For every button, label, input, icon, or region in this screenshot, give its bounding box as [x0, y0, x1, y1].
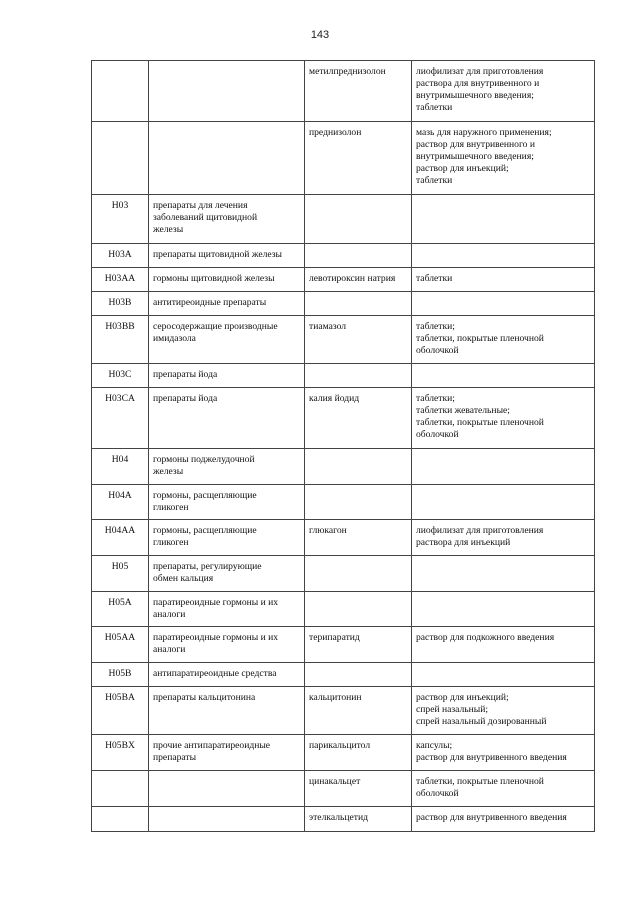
drug-name-cell: цинакальцет — [305, 771, 412, 807]
group-name-cell: паратиреоидные гормоны и их аналоги — [149, 627, 305, 663]
atc-code-cell — [92, 61, 149, 122]
dosage-form-cell: капсулы; раствор для внутривенного введения — [412, 735, 595, 771]
drug-name-cell — [305, 663, 412, 687]
drug-name-cell: калия йодид — [305, 388, 412, 449]
table-row — [92, 520, 595, 556]
dosage-form-cell — [412, 195, 595, 244]
atc-code-cell: H03CA — [92, 388, 149, 449]
dosage-form-cell — [412, 449, 595, 485]
table-row — [92, 316, 595, 364]
group-name-cell: препараты, регулирующие обмен кальция — [149, 556, 305, 592]
table-row — [92, 735, 595, 771]
group-name-cell — [149, 807, 305, 832]
drug-name-cell — [305, 292, 412, 316]
atc-code-cell: H03B — [92, 292, 149, 316]
dosage-form-cell: лиофилизат для приготовления раствора для внутривенного и внутримышечного введения; таблетки — [412, 61, 595, 122]
dosage-form-cell — [412, 244, 595, 268]
table-row — [92, 592, 595, 627]
drug-name-cell — [305, 364, 412, 388]
group-name-cell: гормоны, расщепляющие гликоген — [149, 485, 305, 520]
table-row — [92, 663, 595, 687]
atc-code-cell: H05B — [92, 663, 149, 687]
group-name-cell: гормоны поджелудочной железы — [149, 449, 305, 485]
drug-name-cell: терипаратид — [305, 627, 412, 663]
group-name-cell — [149, 771, 305, 807]
atc-code-cell: H04AA — [92, 520, 149, 556]
table-row — [92, 627, 595, 663]
table-row — [92, 556, 595, 592]
drug-name-cell — [305, 592, 412, 627]
group-name-cell: паратиреоидные гормоны и их аналоги — [149, 592, 305, 627]
dosage-form-cell — [412, 364, 595, 388]
dosage-form-cell: таблетки, покрытые пленочной оболочкой — [412, 771, 595, 807]
table-row — [92, 122, 595, 195]
page-number: 143 — [310, 29, 330, 41]
dosage-form-cell: раствор для подкожного введения — [412, 627, 595, 663]
dosage-form-cell: таблетки; таблетки жевательные; таблетки, покрытые пленочной оболочкой — [412, 388, 595, 449]
dosage-form-cell — [412, 556, 595, 592]
table-row — [92, 268, 595, 292]
group-name-cell: гормоны, расщепляющие гликоген — [149, 520, 305, 556]
atc-code-cell: H05A — [92, 592, 149, 627]
atc-code-cell: H04A — [92, 485, 149, 520]
atc-code-cell: H03AA — [92, 268, 149, 292]
drug-name-cell — [305, 195, 412, 244]
drug-name-cell: парикальцитол — [305, 735, 412, 771]
dosage-form-cell — [412, 292, 595, 316]
drug-name-cell: тиамазол — [305, 316, 412, 364]
atc-drug-table — [91, 60, 595, 832]
drug-name-cell — [305, 485, 412, 520]
drug-name-cell — [305, 556, 412, 592]
atc-table-body — [92, 61, 595, 832]
group-name-cell: антипаратиреоидные средства — [149, 663, 305, 687]
group-name-cell: препараты для лечения заболеваний щитовидной железы — [149, 195, 305, 244]
atc-code-cell: H03BB — [92, 316, 149, 364]
group-name-cell: препараты щитовидной железы — [149, 244, 305, 268]
group-name-cell: антитиреоидные препараты — [149, 292, 305, 316]
table-row — [92, 388, 595, 449]
table-row — [92, 61, 595, 122]
group-name-cell: серосодержащие производные имидазола — [149, 316, 305, 364]
table-row — [92, 449, 595, 485]
group-name-cell — [149, 122, 305, 195]
group-name-cell: препараты кальцитонина — [149, 687, 305, 735]
atc-code-cell: H04 — [92, 449, 149, 485]
table-row — [92, 195, 595, 244]
drug-name-cell: левотироксин натрия — [305, 268, 412, 292]
table-row — [92, 485, 595, 520]
drug-name-cell — [305, 244, 412, 268]
atc-code-cell: H05AA — [92, 627, 149, 663]
group-name-cell: прочие антипаратиреоидные препараты — [149, 735, 305, 771]
drug-name-cell: кальцитонин — [305, 687, 412, 735]
drug-name-cell: этелкальцетид — [305, 807, 412, 832]
table-row — [92, 364, 595, 388]
drug-name-cell: метилпреднизолон — [305, 61, 412, 122]
dosage-form-cell: лиофилизат для приготовления раствора для инъекций — [412, 520, 595, 556]
group-name-cell: препараты йода — [149, 364, 305, 388]
dosage-form-cell: таблетки; таблетки, покрытые пленочной оболочкой — [412, 316, 595, 364]
drug-name-cell — [305, 449, 412, 485]
table-row — [92, 244, 595, 268]
group-name-cell: гормоны щитовидной железы — [149, 268, 305, 292]
atc-code-cell — [92, 807, 149, 832]
dosage-form-cell: мазь для наружного применения; раствор для внутривенного и внутримышечного введения; раствор для инъекций; таблетки — [412, 122, 595, 195]
table-row — [92, 771, 595, 807]
atc-code-cell: H05BX — [92, 735, 149, 771]
group-name-cell — [149, 61, 305, 122]
dosage-form-cell — [412, 663, 595, 687]
atc-code-cell: H03A — [92, 244, 149, 268]
table-row — [92, 687, 595, 735]
table-row — [92, 807, 595, 832]
table-row — [92, 292, 595, 316]
atc-code-cell — [92, 771, 149, 807]
drug-name-cell: глюкагон — [305, 520, 412, 556]
drug-name-cell: преднизолон — [305, 122, 412, 195]
dosage-form-cell: раствор для инъекций; спрей назальный; спрей назальный дозированный — [412, 687, 595, 735]
atc-code-cell — [92, 122, 149, 195]
dosage-form-cell: раствор для внутривенного введения — [412, 807, 595, 832]
atc-code-cell: H03 — [92, 195, 149, 244]
atc-code-cell: H03C — [92, 364, 149, 388]
group-name-cell: препараты йода — [149, 388, 305, 449]
atc-code-cell: H05BA — [92, 687, 149, 735]
dosage-form-cell: таблетки — [412, 268, 595, 292]
dosage-form-cell — [412, 485, 595, 520]
dosage-form-cell — [412, 592, 595, 627]
atc-code-cell: H05 — [92, 556, 149, 592]
